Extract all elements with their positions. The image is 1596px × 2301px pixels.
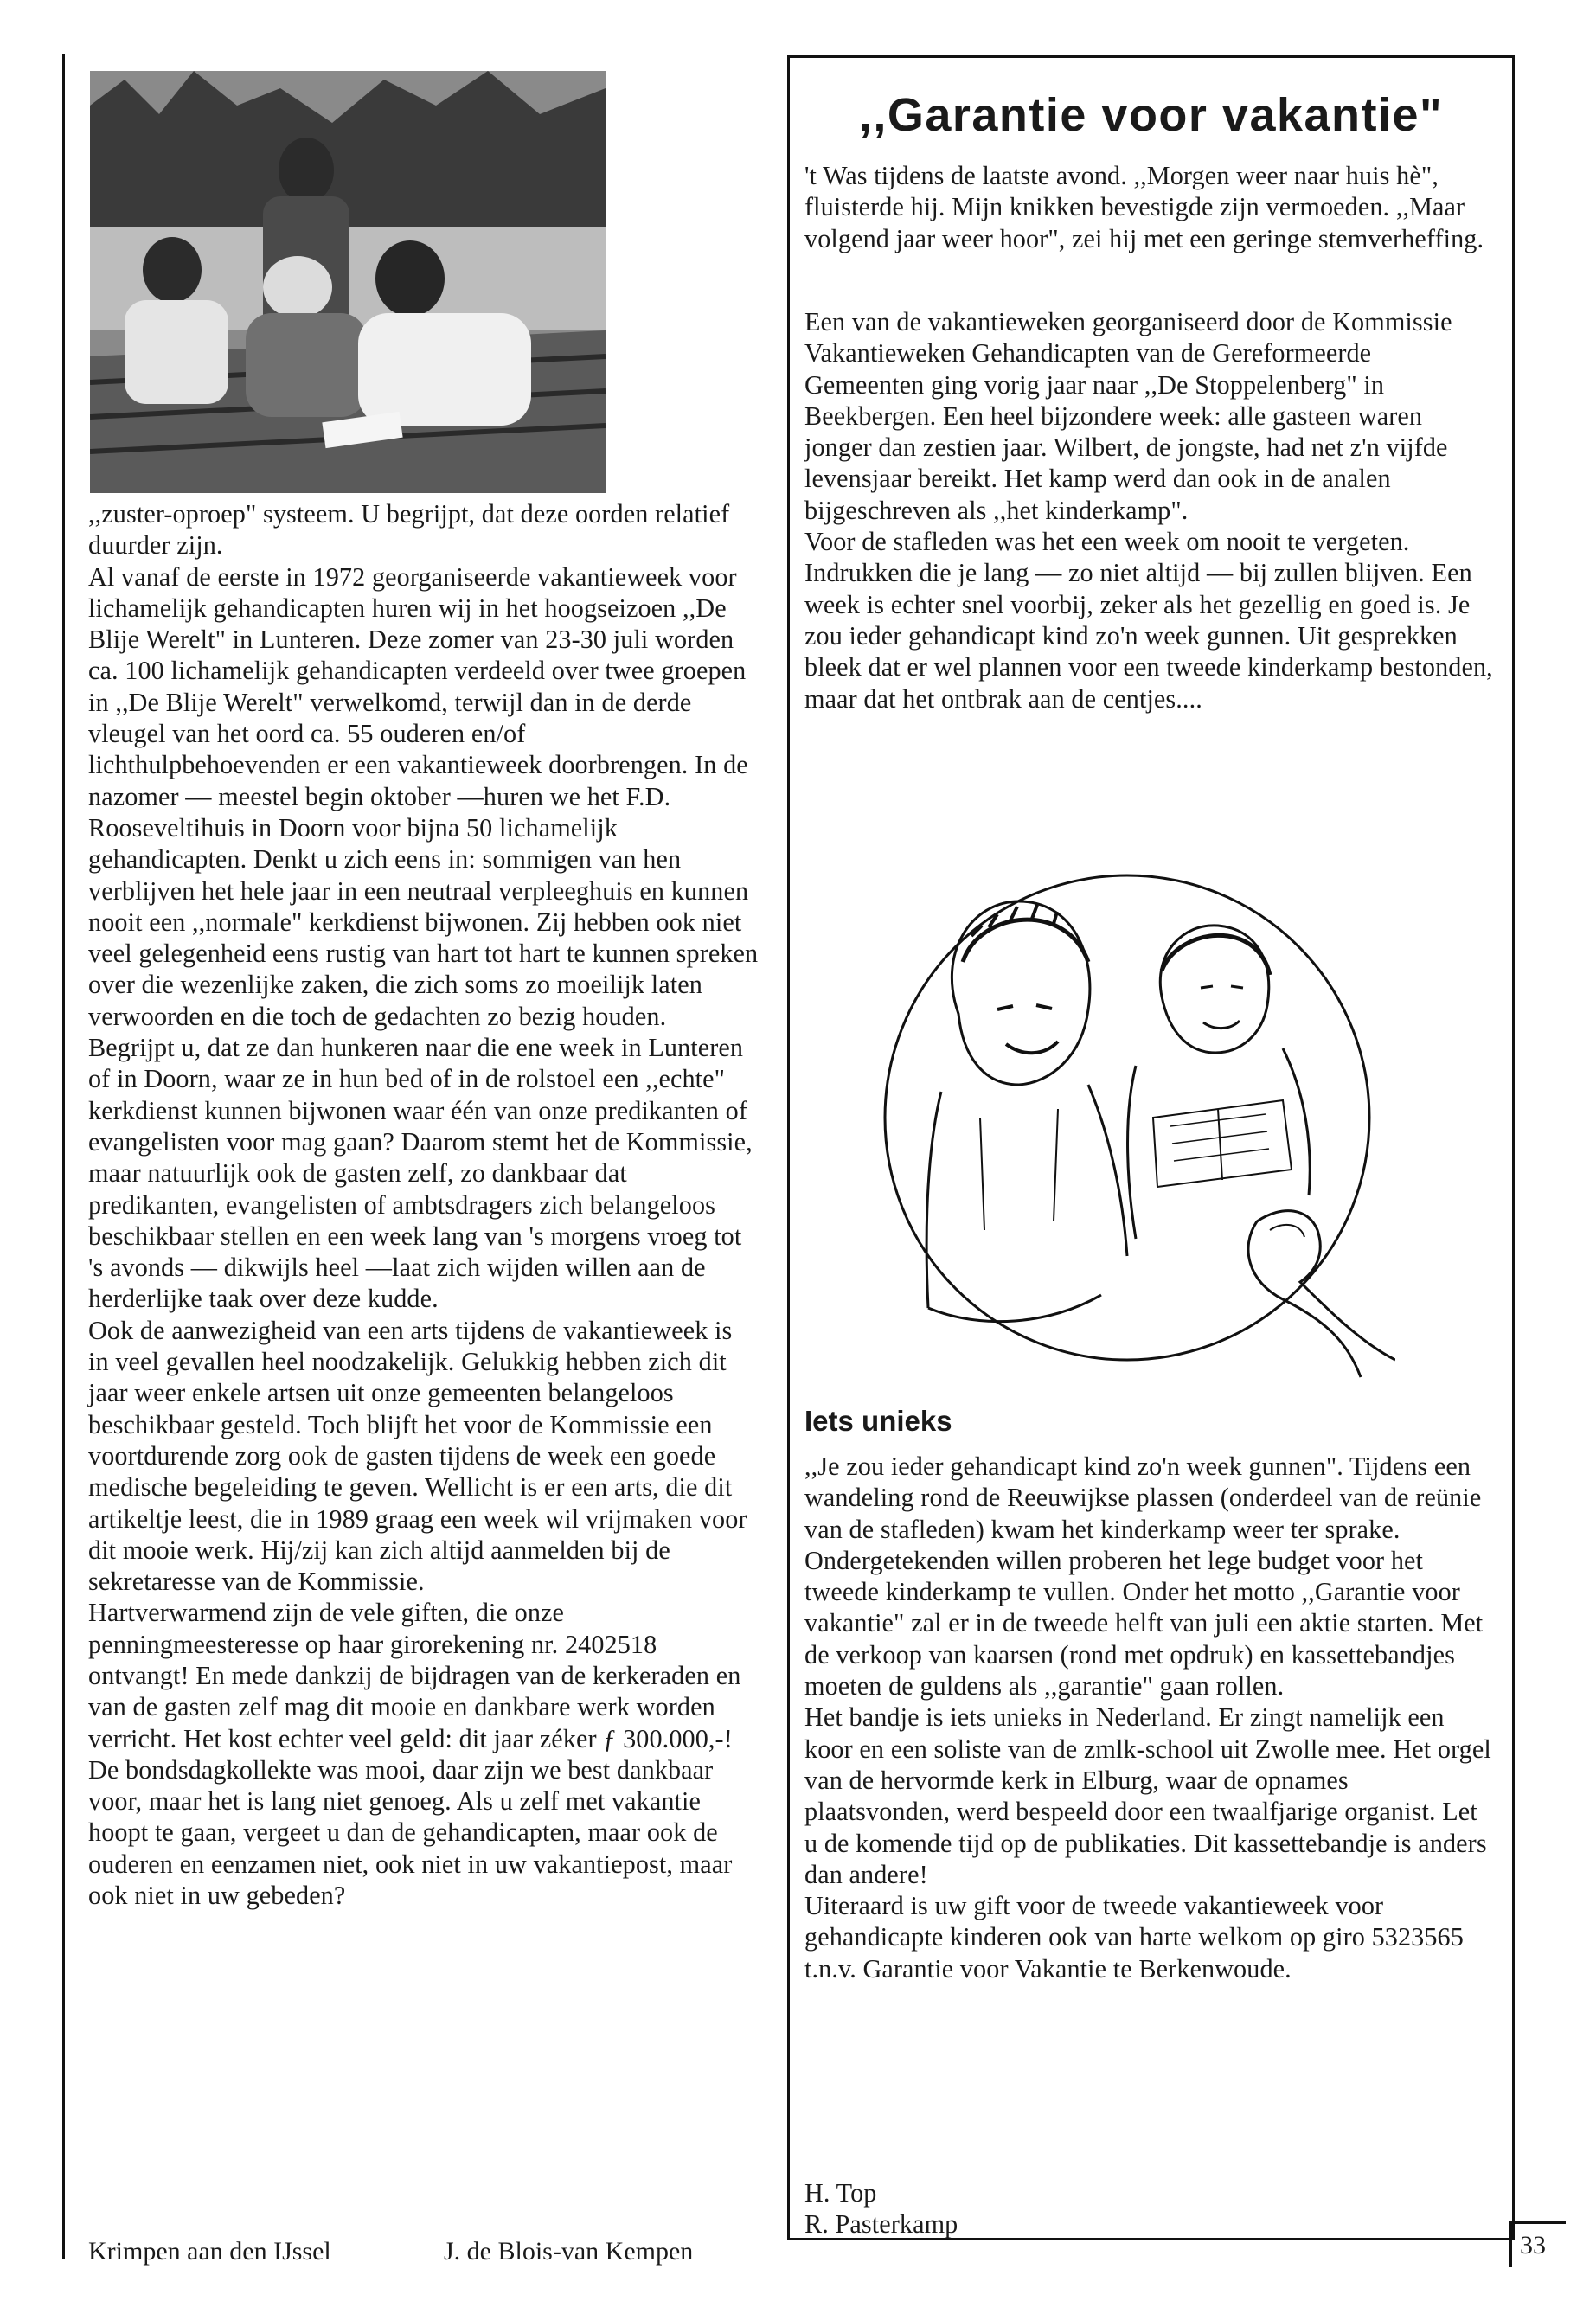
box-paragraph-3: ,,Je zou ieder gehandicapt kind zo'n week gunnen". Tijdens een wandeling rond de Reeuwijkse plassen (onderdeel van de reünie van de stafleden) kwam het kinderkamp weer ter sprake. Ondergetekenden willen proberen het lege budget voor het tweede kinderkamp te vullen. Onder het motto ,,Garantie voor vakantie" zal er in de tweede helft van juli een aktie starten. Met de verkoop van kaarsen (rond met opdruk) en kassettebandjes moeten de guldens als ,,garantie" gaan rollen. <box>804 1452 1484 1702</box>
left-paragraph-3: Ook de aanwezigheid van een arts tijdens de vakantieweek is in veel gevallen heel noodzakelijk. Gelukkig hebben zich dit jaar weer enkele artsen uit onze gemeenten belangeloos beschikbaar gesteld. Toch blijft het voor de Kommissie een voortdurende zorg ook de gasten tijdens de week een goede medische begeleiding te geven. Wellicht is er een arts, die dit artikeltje leest, die in 1989 graag een week wil vrijmaken voor dit mooie werk. Hij/zij kan zich altijd aanmelden bij de sekretaresse van de Kommissie. <box>88 1315 747 1597</box>
garantie-box <box>787 55 1515 2240</box>
box-signers <box>804 2177 1495 2240</box>
box-body-part-3 <box>804 1451 1495 1984</box>
box-paragraph-4: Het bandje is iets unieks in Nederland. Er zingt namelijk een koor en een soliste van de zmlk-school uit Zwolle mee. Het orgel van de hervormde kerk in Elburg, waar de opnames plaatsvonden, werd bespeeld door een twaalfjarige organist. Let u de komende tijd op de publikaties. Dit kassettebandje is anders dan andere! <box>804 1702 1491 1889</box>
signoff-author: J. de Blois-van Kempen <box>444 2237 694 2266</box>
box-paragraph-2: Voor de stafleden was het een week om nooit te vergeten. Indrukken die je lang — zo niet altijd — bij zullen blijven. Een week is echter snel voorbij, zeker als het gezellig en goed is. Je zou ieder gehandicapt kind zo'n week gunnen. Uit gesprekken bleek dat er wel plannen voor een tweede kinderkamp bestonden, maar dat het ontbrak aan de centjes.... <box>804 527 1493 714</box>
box-paragraph-5: Uiteraard is uw gift voor de tweede vakantieweek voor gehandicapte kinderen ook van harte welkom op giro 5323565 t.n.v. Garantie voor Vakantie te Berkenwoude. <box>804 1891 1464 1984</box>
group-photo <box>90 71 606 493</box>
box-title: ,,Garantie voor vakantie" <box>858 89 1444 141</box>
left-article-column <box>88 498 759 1911</box>
left-paragraph-1: ,,zuster-oproep" systeem. U begrijpt, dat deze oorden relatief duurder zijn. <box>88 499 730 561</box>
box-intro <box>804 160 1495 254</box>
signer-2: R. Pasterkamp <box>804 2209 958 2240</box>
children-sketch-illustration <box>876 858 1395 1412</box>
box-body-part-2 <box>804 306 1495 715</box>
left-column-rule <box>62 54 65 2259</box>
left-paragraph-4: Hartverwarmend zijn de vele giften, die onze penningmeesteresse op haar girorekening nr. 2402518 ontvangt! En mede dankzij de bijdragen van de kerkeraden en van de gasten zelf mag dit mooie en dankbare werk worden verricht. Het kost echter veel geld: dit jaar zéker ƒ 300.000,-! De bondsdagkollekte was mooi, daar zijn we best dankbaar voor, maar het is lang niet genoeg. Als u zelf met vakantie hoopt te gaan, vergeet u dan de gehandicapten, maar ook de ouderen en eenzamen niet, ook niet in uw vakantiepost, maar ook niet in uw gebeden? <box>88 1598 741 1911</box>
page-number: 33 <box>1520 2231 1546 2259</box>
signoff-place: Krimpen aan den IJssel <box>88 2237 331 2266</box>
left-paragraph-2: Al vanaf de eerste in 1972 georganiseerde vakantieweek voor lichamelijk gehandicapten huren wij in het hoogseizoen ,,De Blije Werelt" in Lunteren. Deze zomer van 23-30 juli worden ca. 100 lichamelijk gehandicapten verdeeld over twee groepen in ,,De Blije Werelt" verwelkomd, terwijl dan in de derde vleugel van het oord ca. 55 ouderen en/of lichthulpbehoevenden er een vakantieweek doorbrengen. In de nazomer — meestel begin oktober —huren we het F.D. Rooseveltihuis in Doorn voor bijna 50 lichamelijk gehandicapten. Denkt u zich eens in: sommigen van hen verblijven het hele jaar in een neutraal verpleeghuis en kunnen nooit een ,,normale" kerkdienst bijwonen. Zij hebben ook niet veel gelegenheid eens rustig van hart tot hart te kunnen spreken over die wezenlijke zaken, die zich soms zo moeilijk laten verwoorden en die toch de gedachten zo bezig houden. Begrijpt u, dat ze dan hunkeren naar die ene week in Lunteren of in Doorn, waar ze in hun bed of in de rolstoel een ,,echte" kerkdienst kunnen bijwonen waar één van onze predikanten of evangelisten voor mag gaan? Daarom stemt het de Kommissie, maar natuurlijk ook de gasten zelf, zo dankbaar dat predikanten, evangelisten of ambtsdragers zich belangeloos beschikbaar stellen en een week lang van 's morgens vroeg tot 's avonds — dikwijls heel —laat zich wijden willen aan de herderlijke taak over deze kudde. <box>88 561 759 1314</box>
signer-1: H. Top <box>804 2178 877 2208</box>
box-paragraph-1: Een van de vakantieweken georganiseerd door de Kommissie Vakantieweken Gehandicapten van de Gereformeerde Gemeenten ging vorig jaar naar ,,De Stoppelenberg" in Beekbergen. Een heel bijzondere week: alle gasteen waren jonger dan zestien jaar. Wilbert, de jongste, had net z'n vijfde levensjaar bereikt. Het kamp werd dan ook in de analen bijgeschreven als ,,het kinderkamp". <box>804 307 1452 525</box>
subheading-iets-unieks: Iets unieks <box>804 1405 952 1437</box>
box-intro-text: 't Was tijdens de laatste avond. ,,Morgen weer naar huis hè", fluisterde hij. Mijn knikken bevestigde zijn vermoeden. ,,Maar volgend jaar weer hoor", zei hij met een geringe stemverheffing. <box>804 161 1484 253</box>
